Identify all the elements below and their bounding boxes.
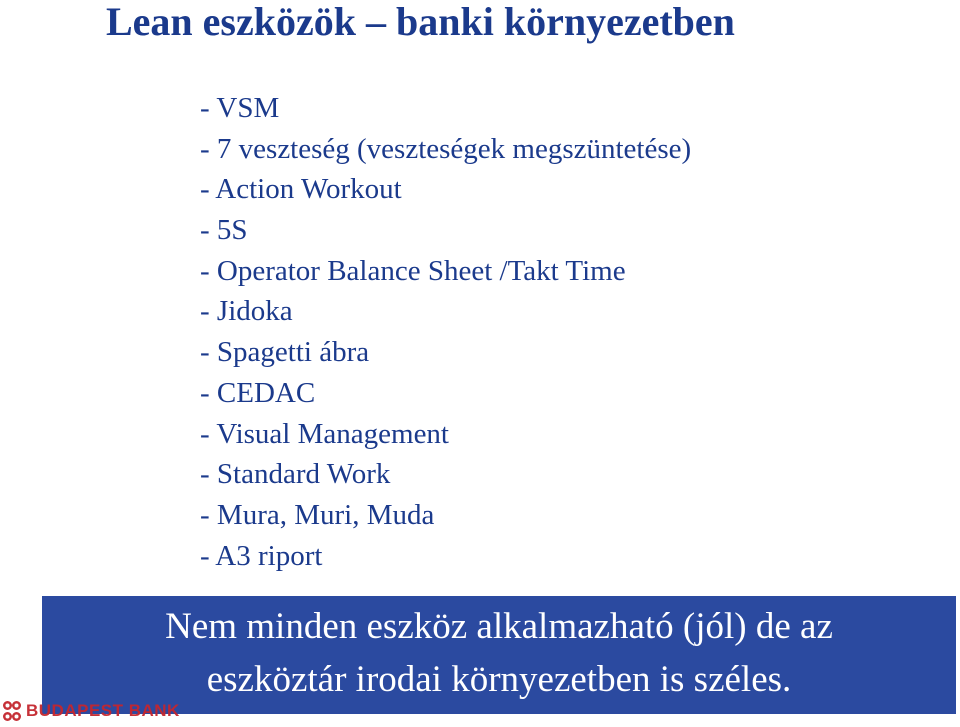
- list-item: - Standard Work: [200, 458, 391, 491]
- lean-tools-list: [200, 88, 691, 576]
- budapest-bank-logo: [2, 700, 180, 722]
- list-item: - Mura, Muri, Muda: [200, 498, 435, 531]
- callout-line-2: eszköztár irodai környezetben is széles.: [206, 659, 792, 700]
- list-item: - 5S: [200, 214, 248, 247]
- list-item: - 7 veszteség (veszteségek megszüntetése): [200, 132, 692, 165]
- conclusion-callout: [42, 596, 956, 714]
- list-item: - CEDAC: [200, 376, 316, 409]
- list-item: - Operator Balance Sheet /Takt Time: [200, 254, 626, 287]
- list-item: - Jidoka: [200, 295, 293, 328]
- callout-line-1: Nem minden eszköz alkalmazható (jól) de az: [165, 606, 833, 647]
- budapest-bank-logo-icon: [2, 700, 22, 722]
- slide-title: Lean eszközök – banki környezetben: [106, 0, 735, 44]
- list-item: - VSM: [200, 92, 280, 124]
- list-item: - Spagetti ábra: [200, 336, 370, 369]
- list-item: - Visual Management: [200, 417, 449, 450]
- bank-name: BUDAPEST BANK: [26, 701, 180, 720]
- list-item: - Action Workout: [200, 173, 402, 206]
- list-item: - A3 riport: [200, 539, 323, 572]
